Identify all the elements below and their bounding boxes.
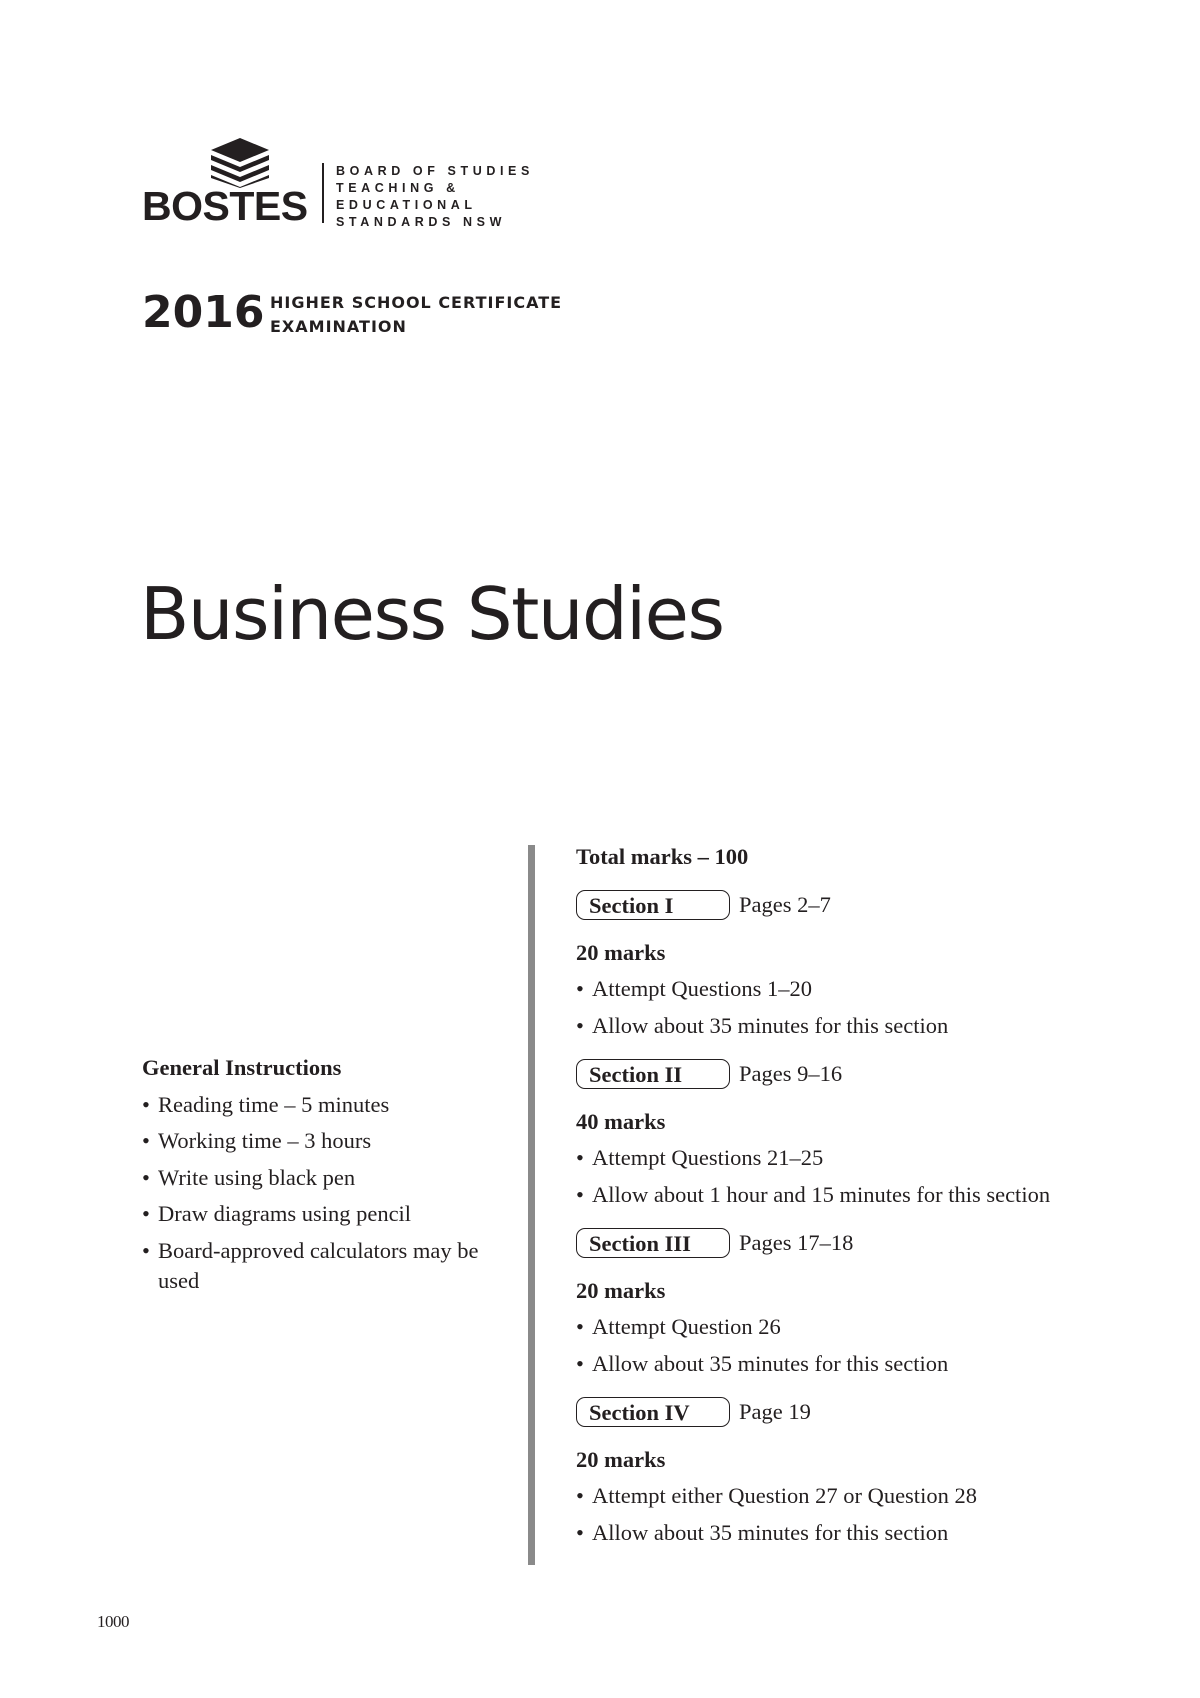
exam-title (270, 291, 562, 339)
logo-wordmark: BOSTES (142, 183, 308, 229)
exam-year: 2016 (142, 287, 265, 338)
section-marks: 20 marks (576, 1278, 666, 1303)
section-instruction: • Allow about 1 hour and 15 minutes for this section (576, 1177, 1136, 1214)
subject-title: Business Studies (140, 572, 724, 656)
column-divider (528, 845, 535, 1565)
section-label: Section IV (576, 1397, 730, 1427)
bostes-logo-icon (205, 136, 275, 188)
exam-title-line: EXAMINATION (270, 317, 407, 336)
instruction-item: • Write using black pen (142, 1160, 502, 1197)
logo-board-name (336, 163, 534, 231)
logo-board-line: BOARD OF STUDIES (336, 164, 534, 178)
section-header (576, 1225, 1136, 1261)
section-marks: 20 marks (576, 1447, 666, 1472)
section-1 (576, 887, 1136, 1044)
section-pages: Pages 17–18 (739, 1230, 854, 1255)
section-instruction: • Attempt Question 26 (576, 1309, 1136, 1346)
section-instruction: • Attempt either Question 27 or Question 28 (576, 1478, 1136, 1515)
instruction-item: • Draw diagrams using pencil (142, 1196, 502, 1233)
section-label: Section II (576, 1059, 730, 1089)
section-header (576, 1394, 1136, 1430)
instruction-item: • Reading time – 5 minutes (142, 1087, 502, 1124)
section-marks: 40 marks (576, 1109, 666, 1134)
sections-overview (576, 839, 1136, 1551)
section-instruction: • Allow about 35 minutes for this section (576, 1008, 1136, 1045)
section-label: Section I (576, 890, 730, 920)
logo-board-line: EDUCATIONAL (336, 198, 477, 212)
section-instruction: • Allow about 35 minutes for this section (576, 1515, 1136, 1552)
page-code: 1000 (97, 1612, 129, 1631)
general-instructions (142, 1050, 502, 1296)
section-marks: 20 marks (576, 940, 666, 965)
exam-title-line: HIGHER SCHOOL CERTIFICATE (270, 293, 563, 312)
section-pages: Pages 9–16 (739, 1061, 843, 1086)
section-3 (576, 1225, 1136, 1382)
section-instruction: • Attempt Questions 1–20 (576, 971, 1136, 1008)
instruction-item: • Board-approved calculators may be used (142, 1236, 502, 1296)
section-header (576, 887, 1136, 923)
logo-divider (322, 163, 324, 223)
logo-board-line: STANDARDS NSW (336, 215, 506, 229)
instruction-item: • Working time – 3 hours (142, 1123, 502, 1160)
section-pages: Page 19 (739, 1399, 811, 1424)
section-4 (576, 1394, 1136, 1551)
general-instructions-heading: General Instructions (142, 1055, 342, 1080)
section-2 (576, 1056, 1136, 1213)
section-header (576, 1056, 1136, 1092)
section-instruction: • Attempt Questions 21–25 (576, 1140, 1136, 1177)
section-pages: Pages 2–7 (739, 892, 831, 917)
logo-board-line: TEACHING & (336, 181, 460, 195)
section-label: Section III (576, 1228, 730, 1258)
section-instruction: • Allow about 35 minutes for this section (576, 1346, 1136, 1383)
total-marks: Total marks – 100 (576, 844, 749, 869)
